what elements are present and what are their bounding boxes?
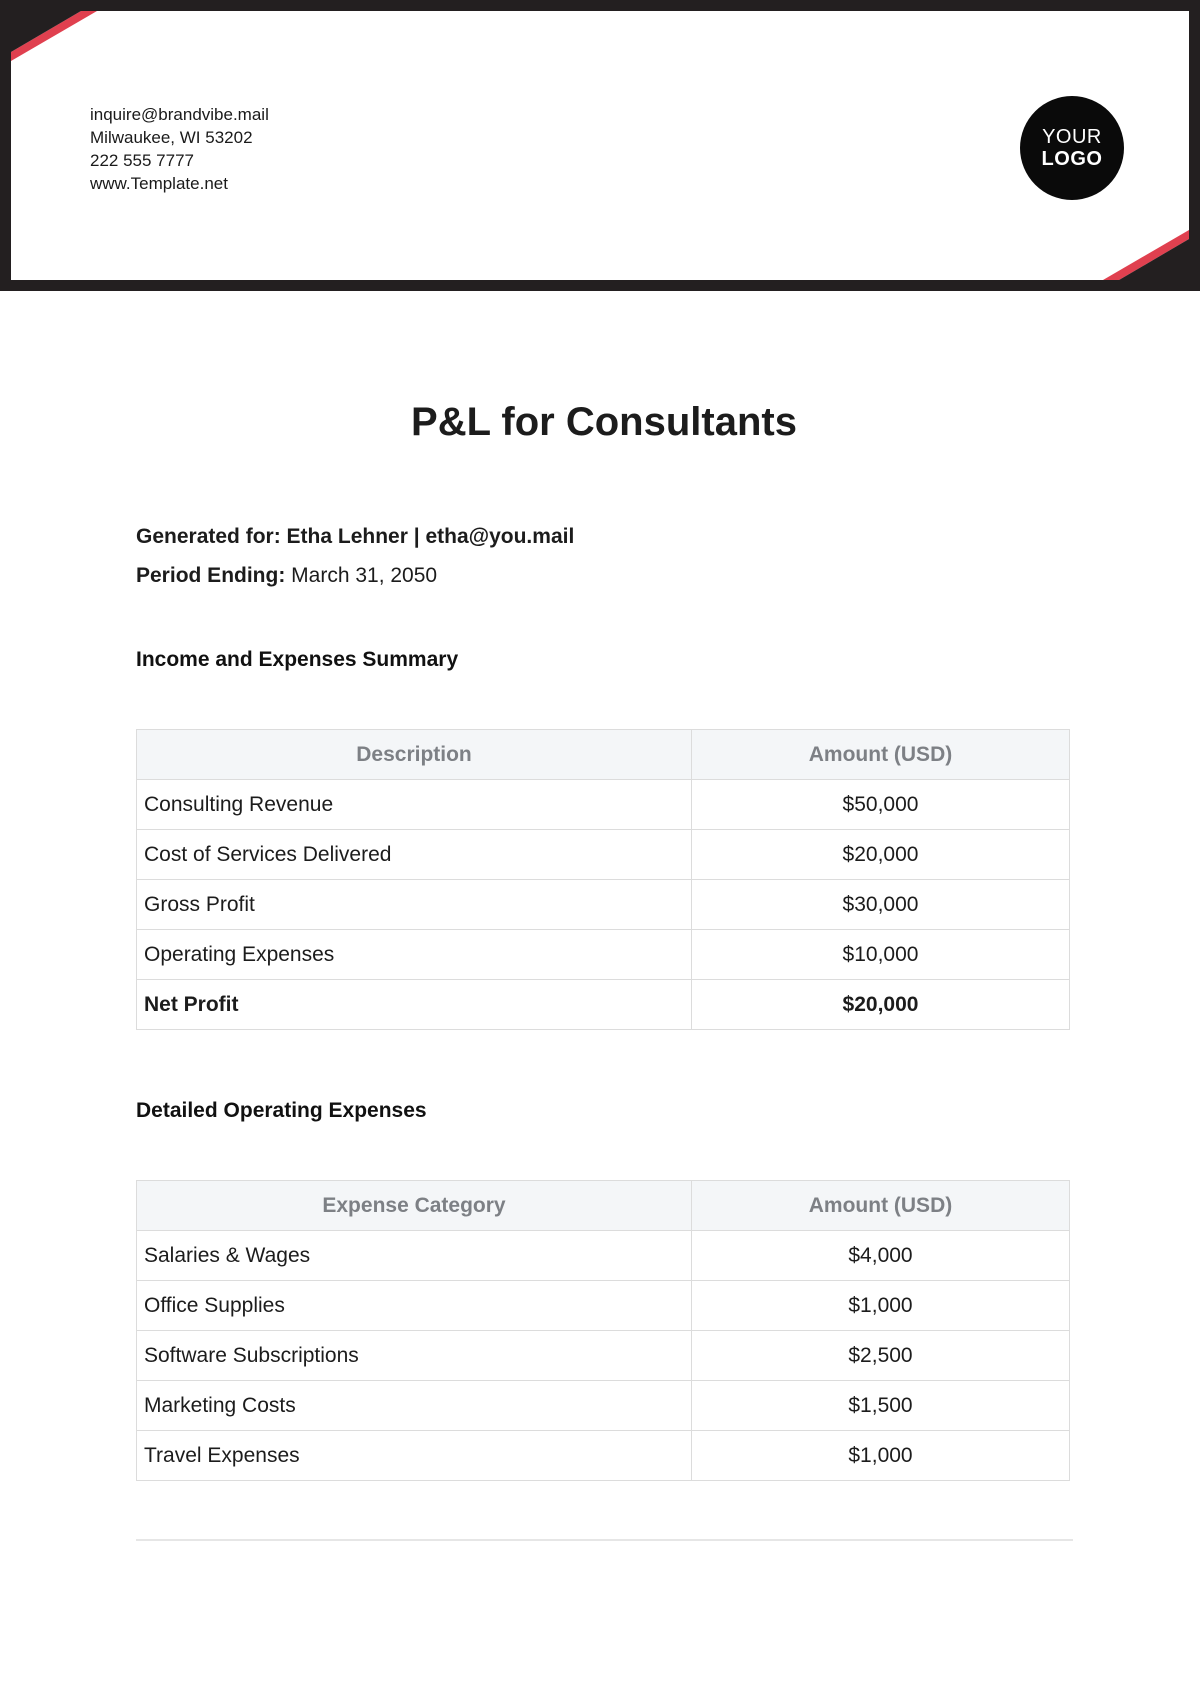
table-row [137, 780, 1070, 830]
row-amount: $4,000 [692, 1231, 1070, 1281]
row-description: Cost of Services Delivered [137, 830, 692, 880]
row-description: Net Profit [137, 980, 692, 1030]
expenses-table [136, 1180, 1070, 1481]
row-amount: $2,500 [692, 1331, 1070, 1381]
column-header-description: Description [137, 730, 692, 780]
letterhead-band [0, 0, 1200, 291]
column-header-amount: Amount (USD) [692, 1181, 1070, 1231]
period-ending-label: Period Ending: [136, 564, 286, 587]
column-header-category: Expense Category [137, 1181, 692, 1231]
footer-divider [136, 1539, 1073, 1541]
table-row [137, 1331, 1070, 1381]
row-amount: $10,000 [692, 930, 1070, 980]
generated-for-value: Etha Lehner | etha@you.mail [286, 525, 575, 548]
row-amount: $1,000 [692, 1431, 1070, 1481]
document-title: P&L for Consultants [411, 400, 797, 444]
contact-address: Milwaukee, WI 53202 [90, 128, 253, 147]
row-category: Salaries & Wages [137, 1231, 692, 1281]
expenses-heading: Detailed Operating Expenses [136, 1099, 427, 1122]
period-ending-line [136, 556, 574, 595]
row-category: Software Subscriptions [137, 1331, 692, 1381]
row-category: Travel Expenses [137, 1431, 692, 1481]
report-meta [136, 517, 574, 595]
generated-for-label: Generated for: [136, 525, 281, 548]
row-amount: $20,000 [692, 830, 1070, 880]
row-amount: $20,000 [692, 980, 1070, 1030]
row-amount: $1,000 [692, 1281, 1070, 1331]
expenses-header-row [137, 1181, 1070, 1231]
contact-block [90, 103, 269, 195]
summary-table [136, 729, 1070, 1030]
table-row [137, 830, 1070, 880]
row-amount: $1,500 [692, 1381, 1070, 1431]
summary-heading: Income and Expenses Summary [136, 648, 459, 671]
row-description: Gross Profit [137, 880, 692, 930]
logo-line-2: LOGO [1041, 148, 1103, 170]
contact-email[interactable]: inquire@brandvibe.mail [90, 105, 269, 124]
contact-phone: 222 555 7777 [90, 151, 194, 170]
row-amount: $50,000 [692, 780, 1070, 830]
letterhead-card [11, 11, 1189, 280]
table-row [137, 1231, 1070, 1281]
net-profit-row [137, 980, 1070, 1030]
row-description: Consulting Revenue [137, 780, 692, 830]
logo-line-1: YOUR [1042, 126, 1102, 148]
generated-for-line [136, 517, 574, 556]
table-row [137, 1431, 1070, 1481]
row-description: Operating Expenses [137, 930, 692, 980]
top-left-dark-stripe [11, 11, 81, 52]
row-amount: $30,000 [692, 880, 1070, 930]
period-ending-value: March 31, 2050 [291, 564, 438, 587]
table-row [137, 930, 1070, 980]
row-category: Office Supplies [137, 1281, 692, 1331]
table-row [137, 1281, 1070, 1331]
table-row [137, 1381, 1070, 1431]
column-header-amount: Amount (USD) [692, 730, 1070, 780]
table-row [137, 880, 1070, 930]
summary-header-row [137, 730, 1070, 780]
row-category: Marketing Costs [137, 1381, 692, 1431]
company-logo [1020, 96, 1124, 200]
contact-website[interactable]: www.Template.net [90, 174, 228, 193]
